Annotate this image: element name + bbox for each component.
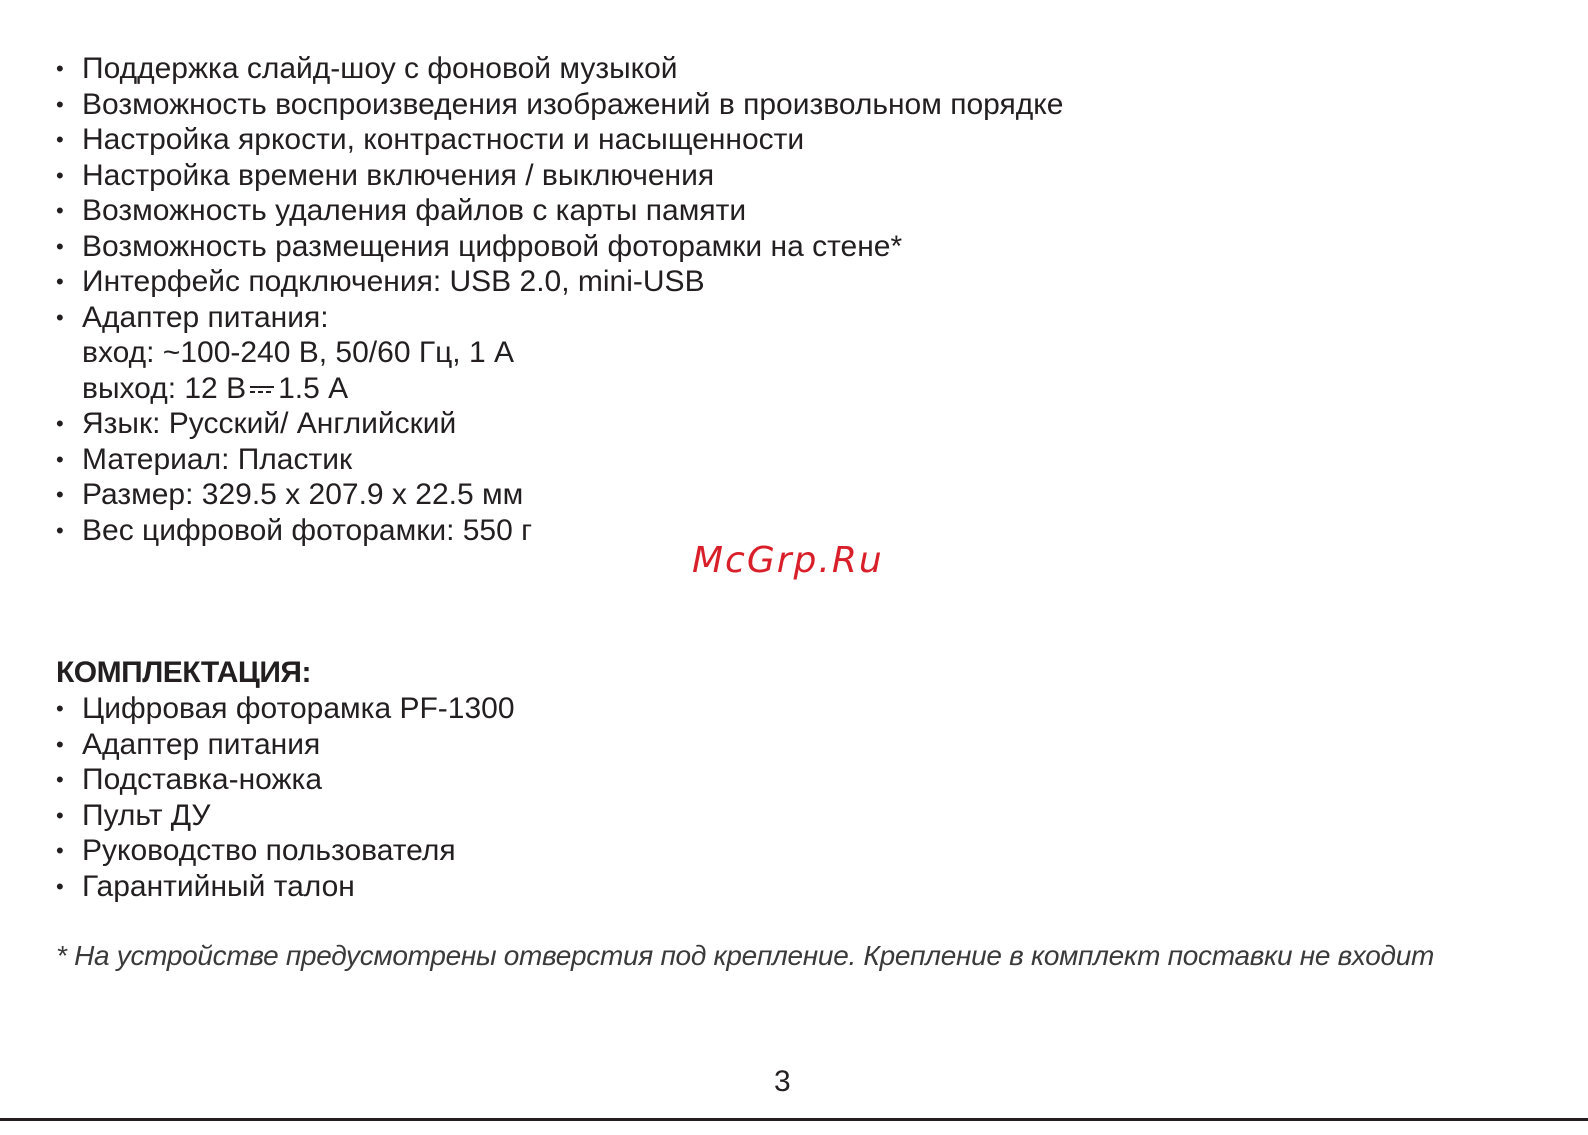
bullet: • (56, 802, 64, 828)
list-item (56, 87, 1063, 123)
dc-current-icon (250, 385, 274, 395)
bullet: • (56, 696, 64, 721)
feature-text: Поддержка слайд-шоу с фоновой музыкой (82, 52, 678, 85)
feature-text: Вес цифровой фоторамки: 550 г (82, 513, 533, 547)
package-item-text: Адаптер питания (82, 727, 321, 761)
bullet: • (56, 269, 64, 294)
list-item (56, 264, 1063, 300)
bullet: • (56, 304, 64, 330)
feature-text: Настройка времени включения / выключения (82, 158, 715, 192)
bullet: • (56, 198, 64, 223)
package-item-text: Руководство пользователя (82, 834, 456, 867)
bullet: • (56, 517, 64, 543)
feature-text: Материал: Пластик (82, 442, 353, 476)
bullet: • (56, 411, 64, 436)
package-item-text: Гарантийный талон (82, 869, 355, 903)
adapter-label: Адаптер питания: (82, 300, 329, 334)
list-item (56, 51, 1063, 87)
feature-text: Язык: Русский/ Английский (82, 407, 457, 440)
list-item (56, 193, 1063, 229)
bullet: • (56, 446, 64, 472)
bottom-divider (0, 1118, 1588, 1121)
adapter-output (82, 371, 1063, 407)
list-item (56, 442, 1063, 478)
feature-text: Интерфейс подключения: USB 2.0, mini-USB (82, 265, 705, 298)
page-number: 3 (774, 1065, 791, 1098)
list-item (56, 798, 515, 834)
list-item (56, 691, 515, 727)
package-item-text: Пульт ДУ (82, 798, 211, 832)
feature-text: Возможность размещения цифровой фоторамки на стене* (82, 229, 903, 263)
bullet: • (56, 162, 64, 188)
bullet: • (56, 731, 64, 757)
adapter-output-suffix: 1.5 А (278, 371, 349, 405)
package-list (56, 691, 515, 904)
list-item (56, 229, 1063, 265)
bullet: • (56, 838, 64, 863)
list-item (56, 727, 515, 763)
feature-text: Возможность воспроизведения изображений в произвольном порядке (82, 87, 1064, 121)
list-item (56, 833, 515, 869)
list-item (56, 513, 1063, 549)
feature-text: Настройка яркости, контрастности и насыщенности (82, 123, 805, 156)
list-item (56, 477, 1063, 513)
bullet: • (56, 91, 64, 117)
list-item (56, 158, 1063, 194)
bullet: • (56, 482, 64, 507)
bullet: • (56, 56, 64, 81)
adapter-item (56, 300, 1063, 407)
watermark: McGrp.Ru (692, 540, 884, 581)
bullet: • (56, 233, 64, 259)
features-list (56, 51, 1063, 548)
bullet: • (56, 767, 64, 792)
list-item (56, 122, 1063, 158)
adapter-input: вход: ~100-240 В, 50/60 Гц, 1 А (82, 336, 514, 369)
package-item-text: Подставка-ножка (82, 763, 323, 796)
footnote: * На устройстве предусмотрены отверстия под крепление. Крепление в комплект поставки не входит (56, 940, 1435, 971)
package-title: КОМПЛЕКТАЦИЯ: (56, 656, 311, 689)
package-item-text: Цифровая фоторамка PF-1300 (82, 692, 515, 725)
bullet: • (56, 127, 64, 152)
list-item (56, 762, 515, 798)
feature-text: Возможность удаления файлов с карты памяти (82, 194, 747, 227)
feature-text: Размер: 329.5 x 207.9 x 22.5 мм (82, 478, 524, 511)
list-item (56, 406, 1063, 442)
adapter-output-prefix: выход: 12 В (82, 371, 247, 405)
bullet: • (56, 873, 64, 899)
list-item (56, 869, 515, 905)
